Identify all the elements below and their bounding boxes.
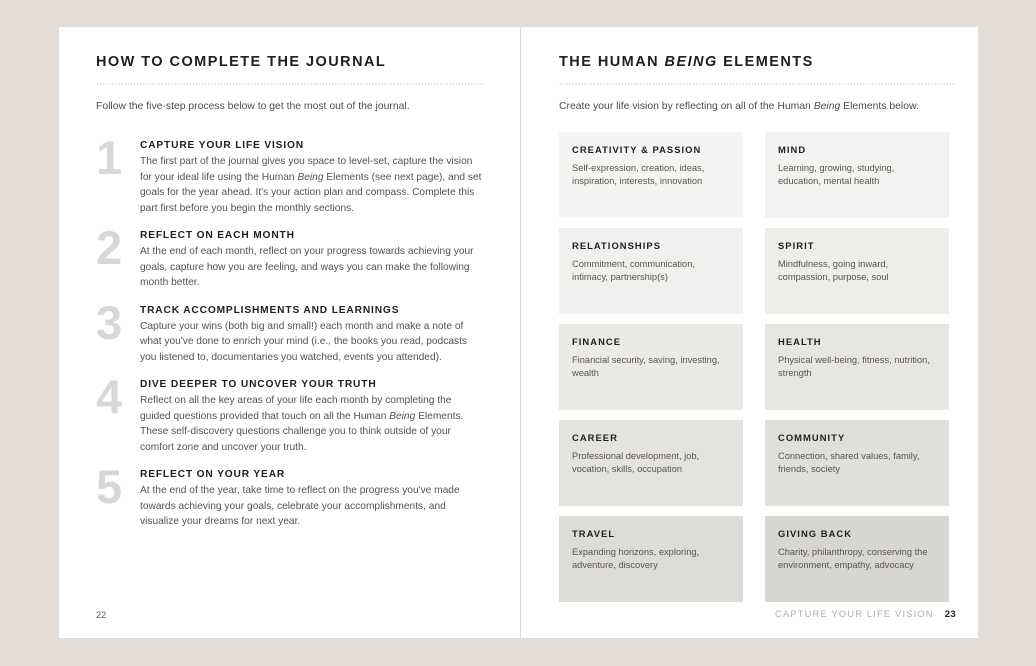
step-text-before: At the end of the year, take time to reflect on the progress you've made towards achieving your goals, celebrate your accomplishments, and visualize your dreams for next year. [140, 485, 460, 527]
element-description: Commitment, communication, intimacy, partnership(s) [572, 259, 695, 283]
running-head: CAPTURE YOUR LIFE VISION [775, 608, 934, 619]
right-page-title [559, 54, 956, 71]
left-page [59, 27, 520, 638]
step-item [96, 131, 484, 216]
element-box [765, 324, 949, 410]
step-text [140, 393, 484, 455]
element-box [765, 228, 949, 314]
right-intro-italic: Being [813, 101, 841, 113]
step-body [140, 468, 484, 530]
step-item [96, 295, 484, 366]
left-page-title: HOW TO COMPLETE THE JOURNAL [96, 54, 387, 70]
step-body [140, 304, 484, 366]
element-description: Expanding horizons, exploring, adventure, discovery [572, 547, 700, 571]
step-heading: CAPTURE YOUR LIFE VISION [140, 140, 304, 151]
element-description: Connection, shared values, family, friends, society [778, 451, 920, 475]
right-intro-before: Create your life vision by reflecting on all of the Human [559, 101, 814, 113]
right-page-footer [775, 608, 956, 620]
step-text-after: Elements. These self-discovery questions challenge you to think outside of your comfort zone and uncover your truth. [140, 410, 464, 453]
element-title: SPIRIT [778, 240, 815, 251]
element-description: Mindfulness, going inward, compassion, purpose, soul [778, 259, 889, 283]
step-number: 3 [96, 295, 122, 349]
step-text-before: At the end of each month, reflect on your progress towards achieving your goals, capture how you are feeling, and ways you can make the following month better. [140, 246, 474, 288]
right-title-part1: THE HUMAN [559, 54, 665, 70]
step-heading: REFLECT ON EACH MONTH [140, 230, 295, 241]
left-page-intro: Follow the five-step process below to get the most out of the journal. [96, 101, 410, 113]
element-title: GIVING BACK [778, 528, 853, 539]
element-title: HEALTH [778, 336, 822, 347]
right-title-dotted-rule [559, 83, 956, 85]
element-box [765, 516, 949, 602]
journal-spread [59, 27, 978, 638]
element-description: Charity, philanthropy, conserving the environment, empathy, advocacy [778, 547, 928, 571]
element-box [559, 516, 743, 602]
right-page [521, 27, 978, 638]
right-title-italic: BEING [664, 54, 718, 70]
step-number: 5 [96, 460, 122, 513]
step-text [140, 154, 484, 216]
right-page-intro [559, 99, 956, 115]
step-body [140, 229, 484, 291]
element-title: COMMUNITY [778, 432, 846, 443]
element-box [765, 420, 949, 506]
step-text-after: Elements (see next page), and set goals for the year ahead. It's your action plan and compass. Complete this part first before you begin the monthly sections. [140, 171, 482, 214]
step-body [140, 378, 484, 455]
step-text [140, 483, 484, 530]
element-description: Physical well-being, fitness, nutrition, strength [778, 355, 930, 379]
element-box [559, 420, 743, 506]
right-title-part2: ELEMENTS [717, 54, 814, 70]
step-text [140, 244, 484, 291]
step-item [96, 370, 484, 455]
step-number: 1 [96, 131, 122, 184]
step-heading: TRACK ACCOMPLISHMENTS AND LEARNINGS [140, 304, 400, 316]
element-description: Financial security, saving, investing, wealth [572, 355, 720, 379]
element-title: MIND [778, 144, 807, 155]
step-heading: DIVE DEEPER TO UNCOVER YOUR TRUTH [140, 379, 377, 390]
element-title: CREATIVITY & PASSION [572, 144, 702, 155]
step-item [96, 221, 484, 291]
human-being-elements-grid [559, 132, 956, 602]
step-text-italic: Being [389, 410, 416, 422]
left-page-folio: 22 [96, 610, 107, 620]
element-title: TRAVEL [572, 528, 616, 539]
element-box [765, 132, 949, 218]
right-page-folio: 23 [944, 609, 956, 620]
element-description: Self-expression, creation, ideas, inspiration, interests, innovation [572, 163, 705, 187]
step-text-before: Capture your wins (both big and small!) each month and make a note of what you've done to enrich your mind (i.e., the books you read, podcasts you listened to, documentaries you watched, events you attended). [140, 320, 467, 363]
step-text-before: Reflect on all the key areas of your life each month by completing the guided questions provided that touch on all the Human [140, 395, 452, 422]
steps-list [96, 131, 484, 530]
element-box [559, 324, 743, 410]
step-item [96, 460, 484, 530]
step-number: 4 [96, 370, 122, 423]
element-description: Professional development, job, vocation, skills, occupation [572, 451, 700, 475]
element-box [559, 228, 743, 314]
element-box [559, 132, 743, 218]
element-title: RELATIONSHIPS [572, 240, 662, 251]
right-intro-after: Elements below. [840, 101, 919, 113]
step-text-before: The first part of the journal gives you space to level-set, capture the vision for your ideal life using the Human [140, 156, 473, 183]
step-heading: REFLECT ON YOUR YEAR [140, 469, 286, 480]
step-text-italic: Being [297, 171, 324, 183]
element-title: FINANCE [572, 336, 622, 347]
step-body [140, 139, 484, 216]
step-text [140, 319, 484, 366]
step-number: 2 [96, 221, 122, 274]
element-description: Learning, growing, studying, education, mental health [778, 163, 895, 187]
left-title-dotted-rule [96, 83, 484, 85]
element-title: CAREER [572, 432, 618, 443]
